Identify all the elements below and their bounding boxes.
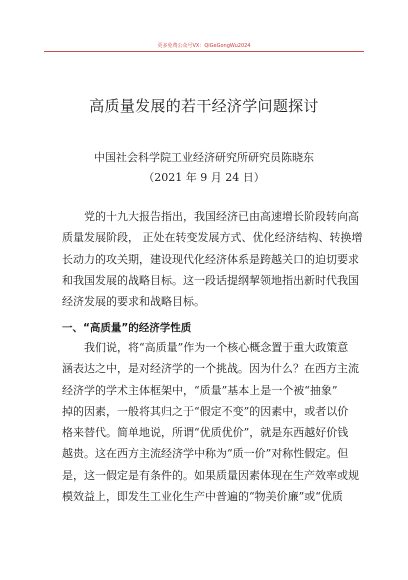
paragraph-line: 长动力的攻关期，建设现代化经济体系是跨越关口的迫切要求 (62, 252, 359, 266)
paragraph-line: 模效益上，即发生工业化生产中普遍的“物美价廉”或“优质 (62, 490, 343, 504)
document-date: （2021 年 9 月 24 日） (143, 171, 265, 184)
paragraph-line: 经济学的学术主体框架中，“质量”基本上是一个被“抽象” (62, 383, 338, 397)
document-author: 中国社会科学院工业经济研究所研究员陈晓东 (94, 151, 314, 164)
paragraph-line: 我们说，将“高质量”作为一个核心概念置于重大政策意 (84, 341, 349, 354)
watermark-banner: 更多免费公众号VX：QiGeGongWu2024 (157, 43, 251, 49)
paragraph-line: 经济发展的要求和战略目标。 (62, 295, 205, 309)
document-title: 高质量发展的若干经济学问题探讨 (89, 97, 319, 115)
paragraph-line: 格来替代。简单地说，所谓“优质优价”，就是东西越好价钱 (62, 426, 349, 440)
section-heading: 一、“高质量”的经济学性质 (62, 322, 192, 334)
paragraph-line: 涵表达之中，是对经济学的一个挑战。因为什么？在西方主流 (62, 362, 359, 376)
paragraph-line: 是，这一假定是有条件的。如果质量因素体现在生产效率或规 (62, 468, 359, 482)
paragraph-line: 和我国发展的战略目标。这一段话提纲挈领地指出新时代我国 (62, 273, 359, 287)
paragraph-line: 越贵。这在西方主流经济学中称为“质一价”对称性假定。但 (62, 447, 349, 461)
paragraph-intro (62, 206, 363, 312)
header-rule (44, 51, 364, 52)
paragraph-line: 掉的因素，一般将其归之于“假定不变”的因素中，或者以价 (62, 404, 349, 418)
paragraph-line: 党的十九大报告指出，我国经济已由高速增长阶段转向高 (84, 210, 359, 223)
paragraph-line: 质量发展阶段， 正处在转变发展方式、优化经济结构、转换增 (62, 231, 363, 245)
paragraph-quality (62, 337, 359, 507)
